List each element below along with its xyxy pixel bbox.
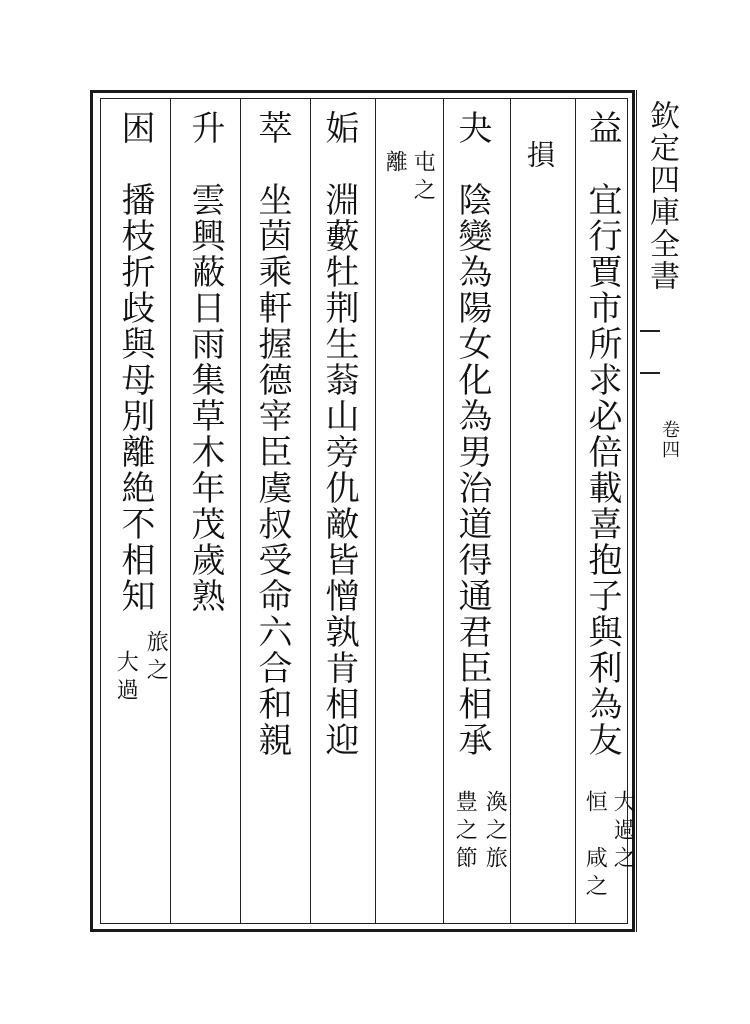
column-guai-note-a: 渙之旅 xyxy=(482,790,508,874)
page-inner-frame xyxy=(100,98,628,924)
column-guai-note-b: 豊之節 xyxy=(452,790,478,874)
margin-volume: 卷四 xyxy=(659,420,680,460)
column-rule xyxy=(310,98,311,924)
fishtail-mark xyxy=(640,330,660,374)
column-yi: 益 宜行賈市所求必倍載喜抱子與利為友 xyxy=(582,110,622,758)
margin-book-title: 欽定四庫全書 xyxy=(644,100,679,292)
column-sheng: 升 雲興蔽日雨集草木年茂歲熟 xyxy=(185,110,225,614)
column-rule xyxy=(170,98,171,924)
column-cui: 萃 坐茵乘軒握德宰臣虞叔受命六合和親 xyxy=(252,110,292,758)
column-zhun-note-b: 離 xyxy=(382,150,408,178)
column-rule xyxy=(375,98,376,924)
column-gou: 姤 淵藪牡荆生蓊山旁仇敵皆憎孰肯相迎 xyxy=(319,110,359,758)
column-rule xyxy=(240,98,241,924)
column-rule xyxy=(575,98,576,924)
column-yi-note-b: 恒 咸之 xyxy=(582,790,608,902)
column-kun-note-b: 大過 xyxy=(113,650,139,706)
column-guai: 夬 陰變為陽女化為男治道得通君臣相承 xyxy=(452,110,492,758)
right-edge-line xyxy=(636,90,637,932)
column-kun-note-a: 旅之 xyxy=(143,630,169,686)
column-rule xyxy=(510,98,511,924)
column-sun: 損 xyxy=(523,140,556,170)
column-yi-note-a: 大過之 xyxy=(610,790,636,874)
column-zhun-note-a: 屯之 xyxy=(410,150,436,206)
column-kun: 困 播枝折歧與母別離絶不相知 xyxy=(115,110,155,614)
column-rule xyxy=(443,98,444,924)
